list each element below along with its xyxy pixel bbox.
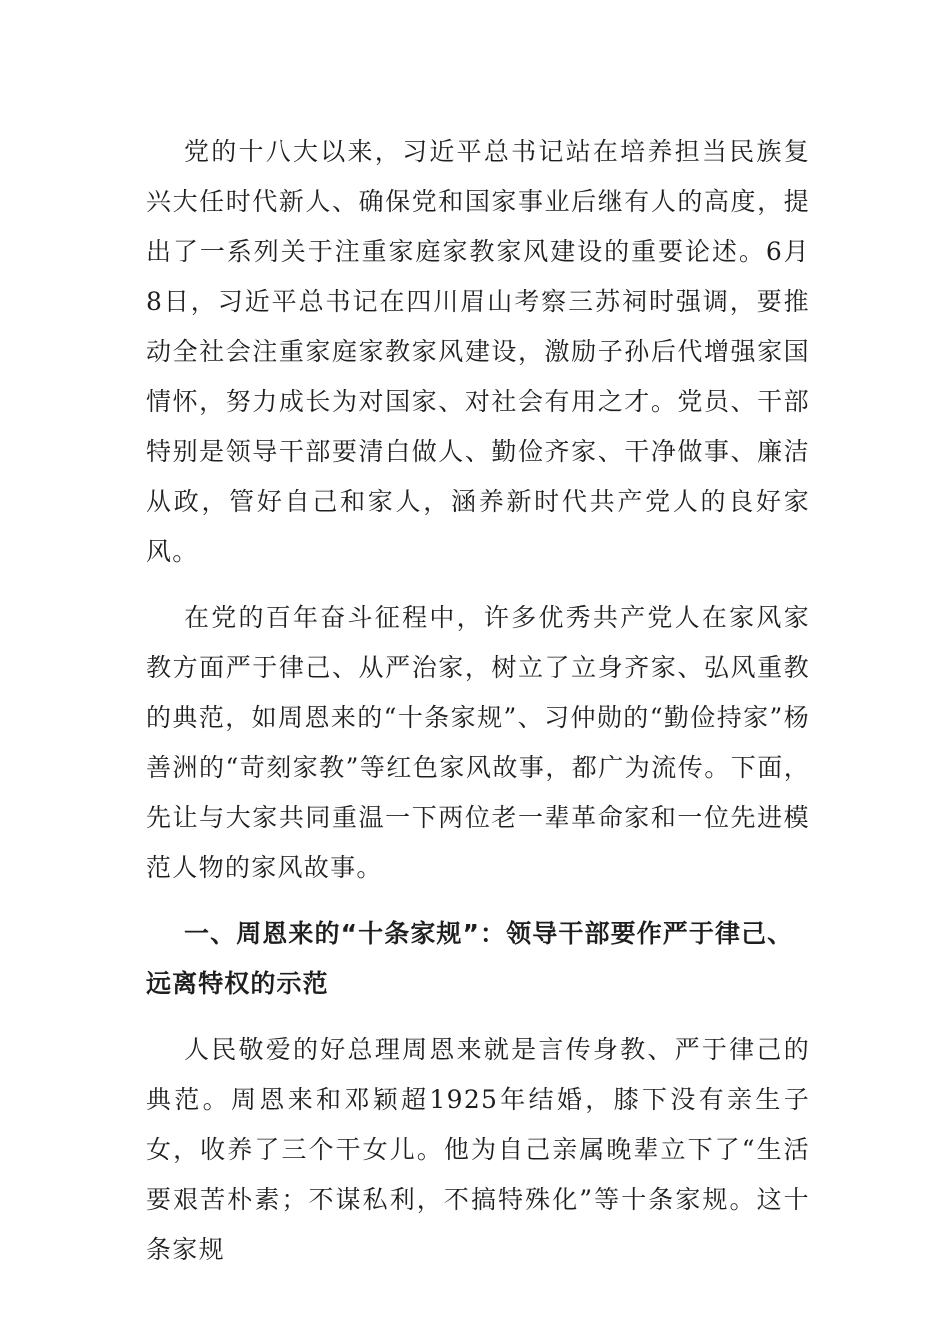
paragraph-1: 党的十八大以来，习近平总书记站在培养担当民族复兴大任时代新人、确保党和国家事业后继有人的高度，提出了一系列关于注重家庭家教家风建设的重要论述。6月8日，习近平总书记在四川眉山考察三苏祠时强调，要推动全社会注重家庭家教家风建设，激励子孙后代增强家国情怀，努力成长为对国家、对社会有用之才。党员、干部特别是领导干部要清白做人、勤俭齐家、干净做事、廉洁从政，管好自己和家人，涵养新时代共产党人的良好家风。 <box>146 137 810 566</box>
paragraph-3: 人民敬爱的好总理周恩来就是言传身教、严于律己的典范。周恩来和邓颖超1925年结婚，膝下没有亲生子女，收养了三个干女儿。他为自己亲属晚辈立下了“生活要艰苦朴素；不谋私利，不搞特殊化”等十条家规。这十条家规 <box>146 1035 810 1264</box>
section-heading-1: 一、周恩来的“十条家规”：领导干部要作严于律己、远离特权的示范 <box>146 919 794 998</box>
paragraph-2: 在党的百年奋斗征程中，许多优秀共产党人在家风家教方面严于律己、从严治家，树立了立身齐家、弘风重教的典范，如周恩来的“十条家规”、习仲勋的“勤俭持家”杨善洲的“苛刻家教”等红色家风故事，都广为流传。下面，先让与大家共同重温一下两位老一辈革命家和一位先进模范人物的家风故事。 <box>146 603 810 882</box>
document-body <box>146 127 810 1291</box>
